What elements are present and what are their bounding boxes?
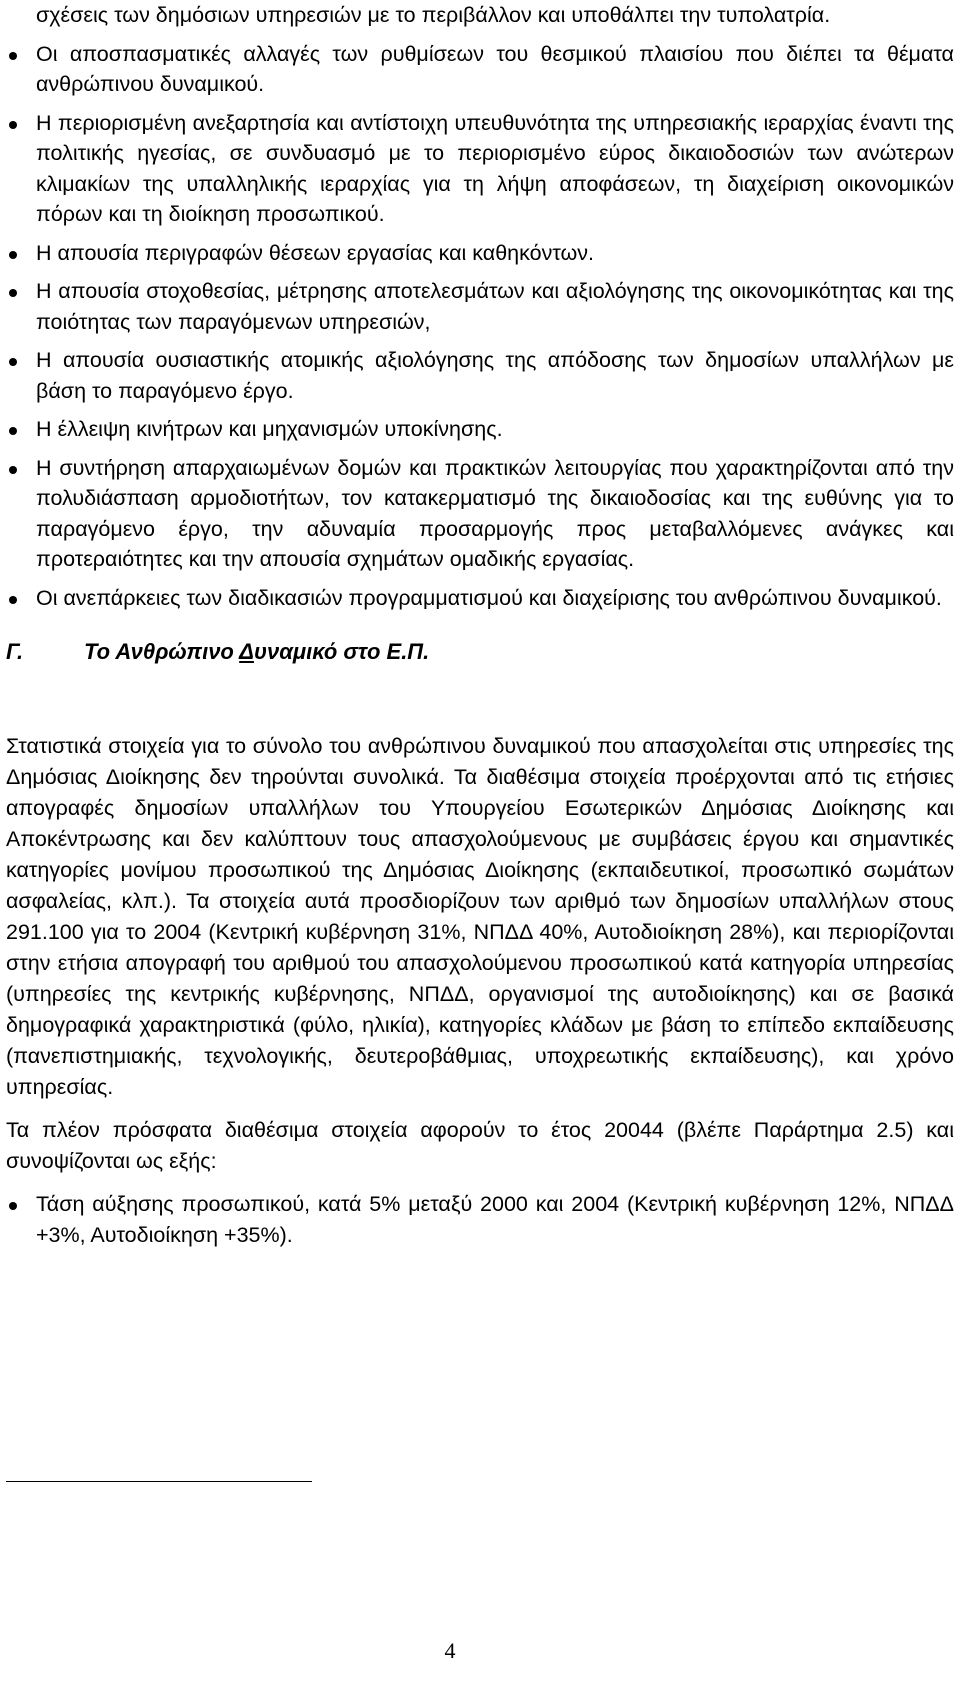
list-item-text: Η απουσία στοχοθεσίας, μέτρησης αποτελεσμάτων και αξιολόγησης της οικονομικότητας και της ποιότητας των παραγόμενων υπηρεσιών, bbox=[36, 279, 954, 334]
list-item-text: Η απουσία περιγραφών θέσεων εργασίας και καθηκόντων. bbox=[36, 240, 595, 265]
list-item bbox=[6, 583, 954, 614]
document-page bbox=[6, 0, 954, 1258]
bullet-icon bbox=[9, 289, 17, 297]
list-item-text: Η περιορισμένη ανεξαρτησία και αντίστοιχη υπευθυνότητα της υπηρεσιακής ιεραρχίας έναντι της πολιτικής ηγεσίας, σε συνδυασμό με το περιορισμένο εύρος δικαιοδοσιών των ανώτερων κλιμακίων της υπαλληλικής ιεραρχίας για τη λήψη αποφάσεων, τη διαχείριση οικονομικών πόρων και τη διοίκηση προσωπικού. bbox=[36, 110, 954, 226]
continued-bullet-text: σχέσεις των δημόσιων υπηρεσιών με το περιβάλλον και υποθάλπει την τυπολατρία. bbox=[36, 3, 831, 27]
list-item-text: Τάση αύξησης προσωπικού, κατά 5% μεταξύ 2000 και 2004 (Κεντρική κυβέρνηση 12%, ΝΠΔΔ +3%, Αυτοδιοίκηση +35%). bbox=[36, 1192, 954, 1247]
section-letter: Γ. bbox=[6, 639, 24, 664]
bullet-icon bbox=[9, 427, 17, 435]
bullet-icon bbox=[9, 1202, 17, 1210]
page-number: 4 bbox=[444, 1638, 456, 1663]
footnote-separator bbox=[6, 1481, 312, 1482]
paragraph: Στατιστικά στοιχεία για το σύνολο του ανθρώπινου δυναμικού που απασχολείται στις υπηρεσίες της Δημόσιας Διοίκησης δεν τηρούνται συνολικά. Τα διαθέσιμα στοιχεία προέρχονται από τις ετήσιες απογραφές δημοσίων υπαλλήλων του Υπουργείου Εσωτερικών Δημόσιας Διοίκησης και Αποκέντρωσης και δεν καλύπτουν τους απασχολούμενους με συμβάσεις έργου και σημαντικές κατηγορίες μονίμου προσωπικού της Δημόσιας Διοίκησης (εκπαιδευτικοί, προσωπικό σωμάτων ασφαλείας, κλπ.). Τα στοιχεία αυτά προσδιορίζουν των αριθμό των δημοσίων υπαλλήλων στους 291.100 για το 2004 (Κεντρική κυβέρνηση 31%, ΝΠΔΔ 40%, Αυτοδιοίκηση 28%), και περιορίζονται στην ετήσια απογραφή του αριθμού του απασχολούμενου προσωπικού κατά κατηγορία υπηρεσίας (υπηρεσίες της κεντρικής κυβέρνησης, ΝΠΔΔ, οργανισμοί της αυτοδιοίκησης) και σε βασικά δημογραφικά χαρακτηριστικά (φύλο, ηλικία), κατηγορίες κλάδων με βάση το επίπεδο εκπαίδευσης (πανεπιστημιακής, τεχνολογικής, δευτεροβάθμιας, υποχρεωτικής εκπαίδευσης), και χρόνο υπηρεσίας. bbox=[6, 734, 954, 1099]
list-item-text: Η απουσία ουσιαστικής ατομικής αξιολόγησης της απόδοσης των δημοσίων υπαλλήλων με βάση το παραγόμενο έργο. bbox=[36, 348, 954, 403]
section-title-part: Το Ανθρώπινο bbox=[84, 639, 240, 664]
problems-list bbox=[6, 39, 954, 614]
paragraph: Τα πλέον πρόσφατα διαθέσιμα στοιχεία αφορούν το έτος 20044 (βλέπε Παράρτημα 2.5) και συνοψίζονται ως εξής: bbox=[6, 1118, 954, 1173]
section-title-underlined: Δ bbox=[239, 639, 254, 664]
list-item-text: Η συντήρηση απαρχαιωμένων δομών και πρακτικών λειτουργίας που χαρακτηρίζονται από την πολυδιάσπαση αρμοδιοτήτων, τον κατακερματισμό της δικαιοδοσίας και της ευθύνης για το παραγόμενο έργο, την αδυναμία προσαρμογής προς μεταβαλλόμενες ανάγκες και προτεραιότητες και την απουσία σχημάτων ομαδικής εργασίας. bbox=[36, 455, 954, 571]
section-title bbox=[84, 639, 429, 665]
bullet-icon bbox=[9, 596, 17, 604]
summary-list bbox=[6, 1189, 954, 1250]
bullet-icon bbox=[9, 466, 17, 474]
bullet-icon bbox=[9, 251, 17, 259]
section-heading bbox=[6, 639, 954, 665]
section-title-part: υναμικό στο Ε.Π. bbox=[253, 639, 430, 664]
bullet-icon bbox=[9, 121, 17, 129]
list-item-text: Οι ανεπάρκειες των διαδικασιών προγραμματισμού και διαχείρισης του ανθρώπινου δυναμικού. bbox=[36, 585, 942, 610]
list-item bbox=[6, 276, 954, 337]
bullet-icon bbox=[9, 52, 17, 60]
list-item bbox=[6, 108, 954, 230]
list-item bbox=[6, 238, 954, 269]
list-item bbox=[6, 1189, 954, 1250]
list-item bbox=[6, 414, 954, 445]
list-item bbox=[6, 453, 954, 575]
bullet-icon bbox=[9, 358, 17, 366]
list-item bbox=[6, 345, 954, 406]
list-item bbox=[6, 39, 954, 100]
list-item-text: Η έλλειψη κινήτρων και μηχανισμών υποκίνησης. bbox=[36, 417, 503, 441]
list-item-text: Οι αποσπασματικές αλλαγές των ρυθμίσεων του θεσμικού πλαισίου που διέπει τα θέματα ανθρώπινου δυναμικού. bbox=[36, 41, 954, 96]
